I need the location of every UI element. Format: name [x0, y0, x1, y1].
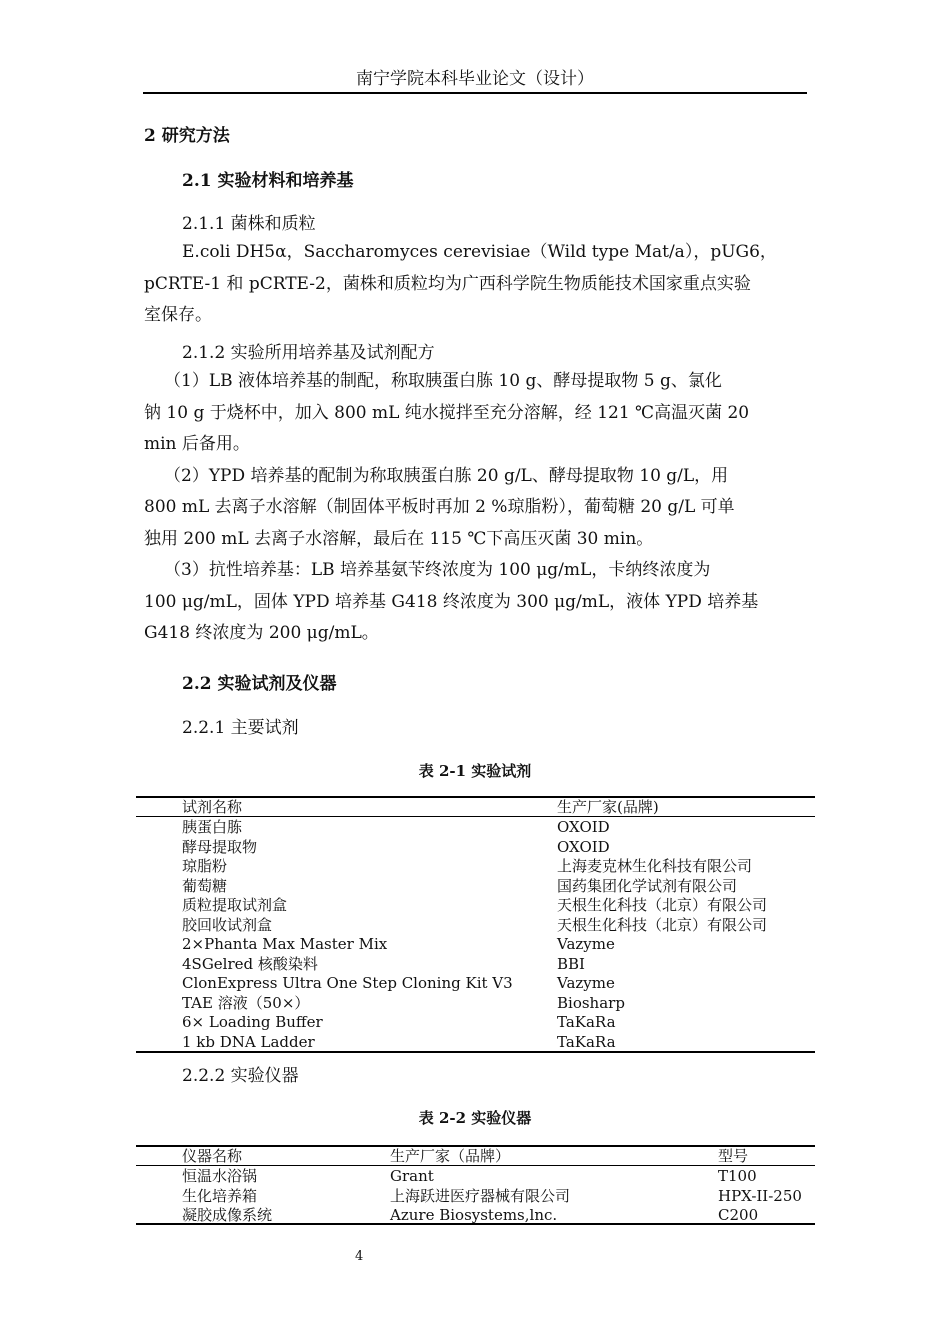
- instrument-maker-cell: Azure Biosystems,lnc.: [390, 1206, 558, 1224]
- table-header-model: 型号: [718, 1147, 749, 1165]
- paragraph-line: （1）LB 液体培养基的制配，称取胰蛋白胨 10 g、酵母提取物 5 g、氯化: [164, 371, 722, 391]
- page-header: 南宁学院本科毕业论文（设计）: [143, 66, 807, 94]
- table-1-caption: 表 2-1 实验试剂: [418, 762, 532, 780]
- subsubsection-heading-2-2-2: 2.2.2 实验仪器: [182, 1066, 299, 1086]
- reagent-maker-cell: TaKaRa: [557, 1032, 616, 1051]
- reagent-maker-cell: Vazyme: [557, 935, 615, 953]
- paragraph-line: 100 μg/mL，固体 YPD 培养基 G418 终浓度为 300 μg/mL，液体 YPD 培养基: [144, 591, 759, 612]
- reagent-maker-cell: Biosharp: [557, 993, 625, 1012]
- reagent-name-cell: 葡萄糖: [182, 876, 228, 895]
- table-header-instrument: 仪器名称: [182, 1147, 243, 1165]
- paragraph-line: 独用 200 mL 去离子水溶解，最后在 115 ℃下高压灭菌 30 min。: [144, 528, 654, 549]
- instrument-maker-cell: 上海跃进医疗器械有限公司: [390, 1186, 571, 1205]
- section-heading: 2 研究方法: [144, 126, 230, 146]
- reagent-maker-cell: 上海麦克林生化科技有限公司: [557, 857, 753, 875]
- table-header-name: 试剂名称: [182, 798, 243, 816]
- instrument-name-cell: 恒温水浴锅: [182, 1167, 258, 1185]
- subsubsection-heading-2-2-1: 2.2.1 主要试剂: [182, 718, 299, 738]
- table-header-maker: 生产厂家（品牌）: [390, 1147, 511, 1165]
- table-2-caption: 表 2-2 实验仪器: [418, 1109, 532, 1127]
- subsection-heading-2-1: 2.1 实验材料和培养基: [182, 171, 354, 191]
- subsubsection-heading-2-1-2: 2.1.2 实验所用培养基及试剂配方: [182, 343, 435, 363]
- subsubsection-heading-2-1-1: 2.1.1 菌株和质粒: [182, 214, 316, 234]
- paragraph-line: min 后备用。: [144, 434, 250, 454]
- paragraph-line: G418 终浓度为 200 μg/mL。: [144, 623, 379, 643]
- media-paragraph: [144, 366, 806, 650]
- subsection-heading-2-2: 2.2 实验试剂及仪器: [182, 674, 337, 694]
- reagent-name-cell: 酵母提取物: [182, 837, 258, 856]
- paragraph-line: 钠 10 g 于烧杯中，加入 800 mL 纯水搅拌至充分溶解，经 121 ℃高温灭菌 20: [144, 402, 750, 423]
- page-number: 4: [355, 1249, 364, 1264]
- table-header-maker: 生产厂家(品牌): [557, 798, 659, 816]
- reagent-maker-cell: OXOID: [557, 837, 610, 856]
- reagent-maker-cell: Vazyme: [557, 974, 615, 992]
- reagent-name-cell: 6× Loading Buffer: [182, 1013, 323, 1031]
- paragraph-line: 800 mL 去离子水溶解（制固体平板时再加 2 %琼脂粉），葡萄糖 20 g/L 可单: [144, 497, 735, 517]
- reagent-name-cell: 4SGelred 核酸染料: [182, 954, 318, 973]
- reagent-name-cell: 质粒提取试剂盒: [182, 896, 288, 914]
- paragraph-line: E.coli DH5α，Saccharomyces cerevisiae（Wild type Mat/a），pUG6，: [182, 242, 777, 262]
- paragraph-line: pCRTE-1 和 pCRTE-2，菌株和质粒均为广西科学院生物质能技术国家重点实验: [144, 273, 751, 294]
- reagent-name-cell: TAE 溶液（50×）: [182, 993, 310, 1012]
- paragraph-line: 室保存。: [144, 305, 212, 325]
- strains-paragraph: [144, 237, 806, 332]
- instrument-name-cell: 生化培养箱: [182, 1186, 258, 1205]
- reagent-name-cell: 1 kb DNA Ladder: [182, 1032, 315, 1051]
- instrument-model-cell: HPX-II-250: [718, 1186, 802, 1205]
- instrument-maker-cell: Grant: [390, 1167, 434, 1185]
- reagent-name-cell: 琼脂粉: [182, 857, 228, 875]
- reagent-name-cell: 胶回收试剂盒: [182, 915, 273, 934]
- reagent-maker-cell: 国药集团化学试剂有限公司: [557, 876, 738, 895]
- reagent-maker-cell: OXOID: [557, 818, 610, 836]
- paragraph-line: （3）抗性培养基：LB 培养基氨苄终浓度为 100 μg/mL，卡纳终浓度为: [164, 560, 711, 580]
- instruments-table: [136, 1145, 815, 1227]
- reagent-maker-cell: BBI: [557, 954, 585, 973]
- reagents-table: [136, 796, 815, 1054]
- reagent-maker-cell: 天根生化科技（北京）有限公司: [557, 915, 768, 934]
- reagent-name-cell: ClonExpress Ultra One Step Cloning Kit V3: [182, 974, 513, 992]
- paragraph-line: （2）YPD 培养基的配制为称取胰蛋白胨 20 g/L、酵母提取物 10 g/L，用: [164, 465, 729, 486]
- instrument-model-cell: T100: [718, 1167, 757, 1185]
- reagent-name-cell: 胰蛋白胨: [182, 818, 243, 836]
- reagent-maker-cell: TaKaRa: [557, 1013, 616, 1031]
- instrument-name-cell: 凝胶成像系统: [182, 1206, 273, 1224]
- instrument-model-cell: C200: [718, 1206, 759, 1224]
- reagent-name-cell: 2×Phanta Max Master Mix: [182, 935, 388, 953]
- reagent-maker-cell: 天根生化科技（北京）有限公司: [557, 896, 768, 914]
